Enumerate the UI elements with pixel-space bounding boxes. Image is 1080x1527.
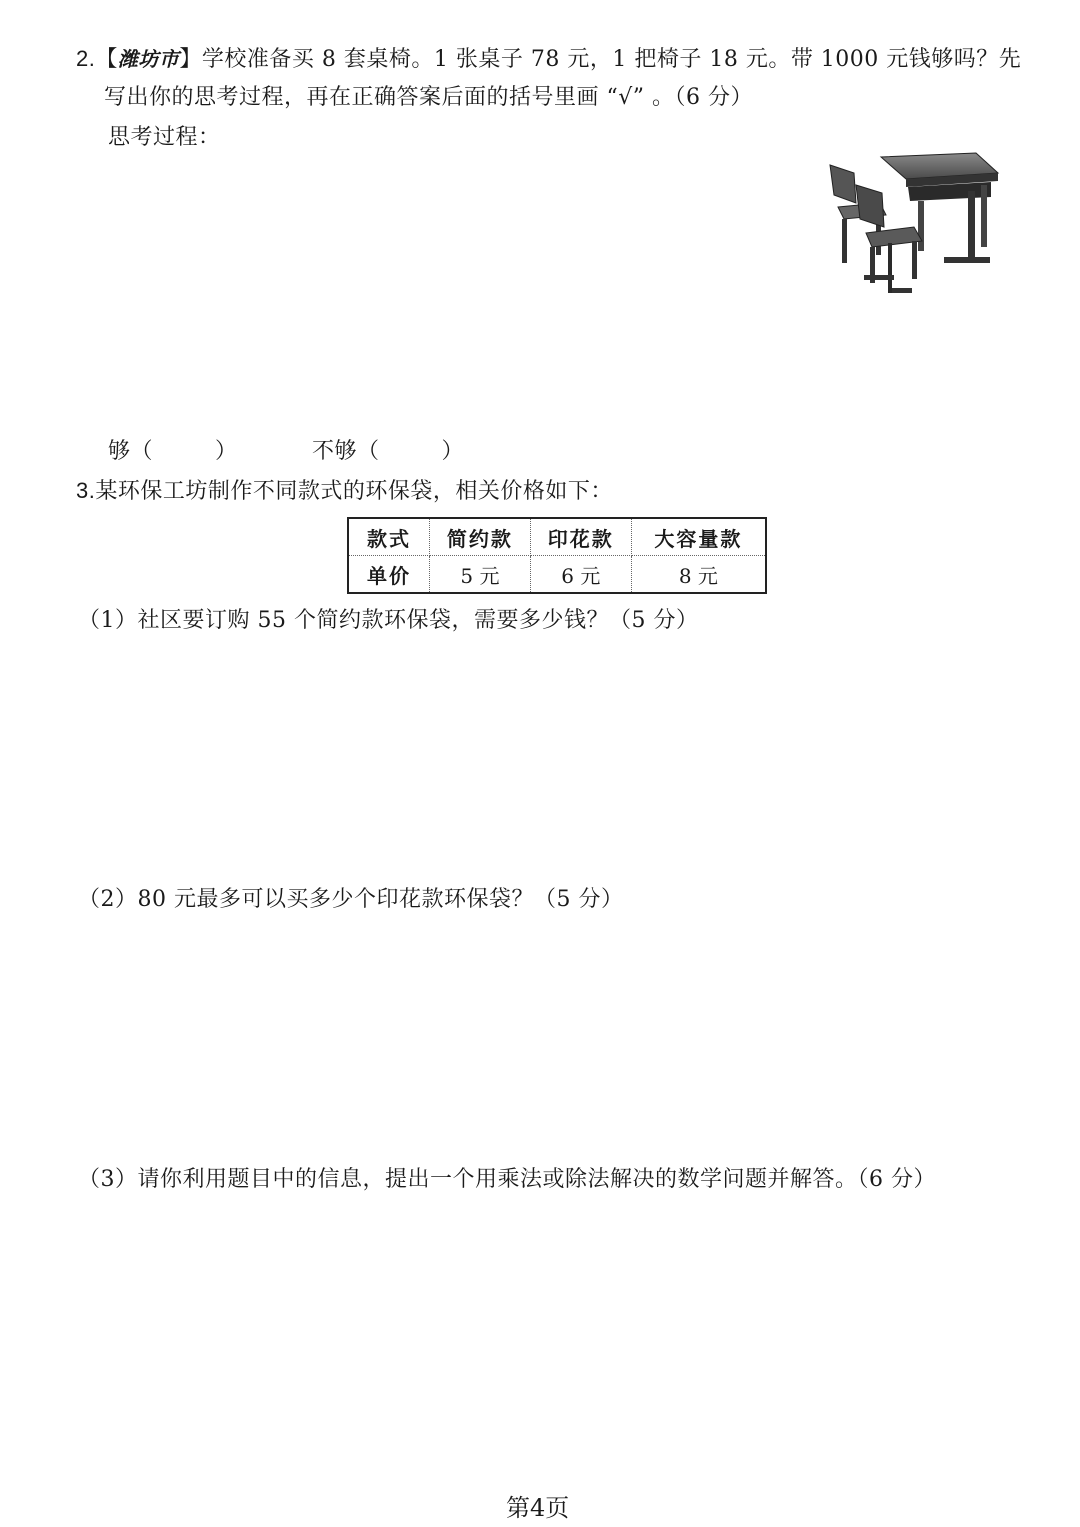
choice-enough [108, 437, 238, 467]
price-cell: 6 元 [530, 556, 631, 594]
q2-bracket-close: 】 [179, 47, 202, 72]
q3-sub3: （3）请你利用题目中的信息，提出一个用乘法或除法解决的数学问题并解答。（6 分） [78, 1167, 936, 1192]
choice-not-enough-close: ） [441, 439, 465, 464]
choice-not-enough [312, 437, 464, 467]
desk-chair-image [826, 145, 1006, 300]
q3-stem: 某环保工坊制作不同款式的环保袋，相关价格如下： [95, 479, 613, 504]
q2-region-tag: 潍坊市 [117, 47, 180, 71]
q2-stem-line2: 写出你的思考过程，再在正确答案后面的括号里画 “√” 。（6 分） [104, 85, 753, 110]
choice-enough-close: ） [215, 439, 238, 464]
q2-stem-line1: 学校准备买 8 套桌椅。1 张桌子 78 元，1 把椅子 18 元。带 1000 元钱够吗？先 [201, 47, 1022, 72]
header-cell: 大容量款 [631, 518, 766, 556]
price-table-header-row [348, 518, 766, 556]
page-number: 第4页 [506, 1494, 570, 1522]
q3-line [76, 476, 613, 507]
q3-number: 3. [76, 478, 96, 503]
price-table-row [348, 556, 766, 594]
q2-thinking-label: 思考过程： [108, 125, 221, 150]
header-cell: 简约款 [430, 518, 531, 556]
header-cell: 款式 [348, 518, 430, 556]
q2-line1 [76, 44, 1021, 75]
q2-number: 2. [76, 46, 96, 71]
price-cell: 5 元 [430, 556, 531, 594]
q3-sub2: （2）80 元最多可以买多少个印花款环保袋？（5 分） [78, 887, 624, 912]
price-cell: 8 元 [631, 556, 766, 594]
header-cell: 印花款 [530, 518, 631, 556]
row-label-cell: 单价 [348, 556, 430, 594]
q2-bracket-open: 【 [95, 47, 118, 72]
choice-not-enough-label: 不够（ [312, 439, 380, 464]
price-table [347, 517, 767, 594]
choice-enough-label: 够（ [108, 439, 154, 464]
q3-sub1: （1）社区要订购 55 个简约款环保袋，需要多少钱？（5 分） [78, 608, 699, 633]
